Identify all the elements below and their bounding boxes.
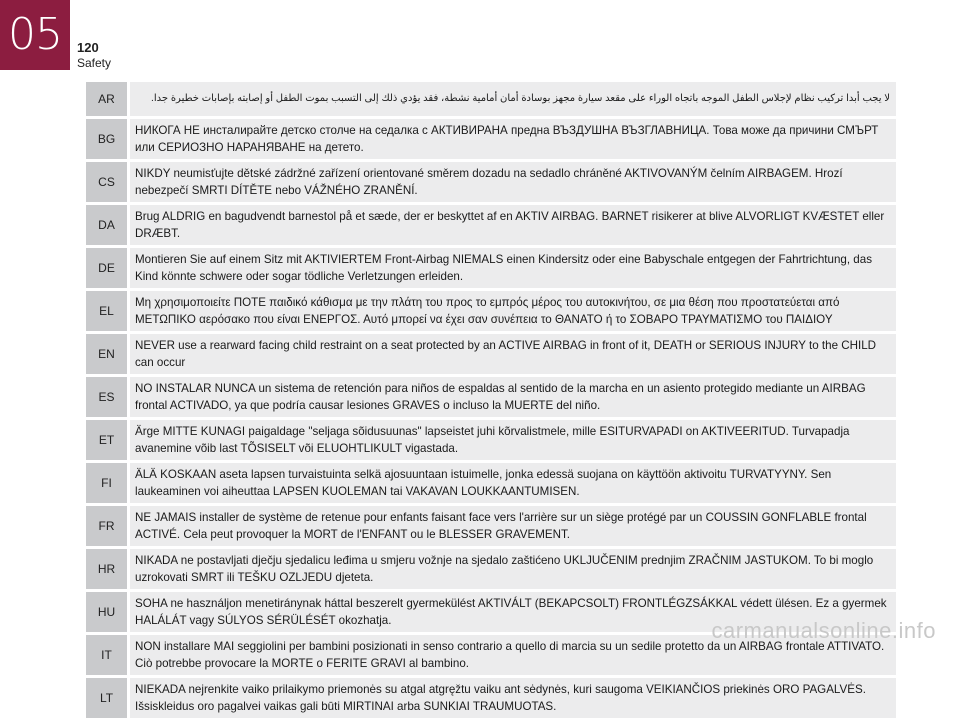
language-code: BG <box>86 119 127 159</box>
language-code: AR <box>86 82 127 116</box>
language-code: HU <box>86 592 127 632</box>
language-code: FR <box>86 506 127 546</box>
language-code: DA <box>86 205 127 245</box>
table-row-es <box>86 377 896 417</box>
table-row-fi <box>86 463 896 503</box>
table-row-de <box>86 248 896 288</box>
language-code: ET <box>86 420 127 460</box>
language-code: HR <box>86 549 127 589</box>
warning-text: SOHA ne használjon menetiránynak háttal beszerelt gyermekülést AKTIVÁLT (BEKAPCSOLT) FRONTLÉGZSÁKKAL védett ülésen. Ez a gyermek HALÁLÁT vagy SÚLYOS SÉRÜLÉSÉT okozhatja. <box>130 592 896 632</box>
language-code: LT <box>86 678 127 718</box>
warning-text: ÄLÄ KOSKAAN aseta lapsen turvaistuinta selkä ajosuuntaan istuimelle, jonka edessä suojana on käyttöön aktivoitu TURVATYYNY. Sen laukeaminen voi aiheuttaa LAPSEN KUOLEMAN tai VAKAVAN LOUKKAANTUMISEN. <box>130 463 896 503</box>
warning-text: Brug ALDRIG en bagudvendt barnestol på et sæde, der er beskyttet af en AKTIV AIRBAG. BARNET risikerer at blive ALVORLIGT KVÆSTET eller DRÆBT. <box>130 205 896 245</box>
warning-text: НИКОГА НЕ инсталирайте детско столче на седалка с АКТИВИРАНА предна ВЪЗДУШНА ВЪЗГЛАВНИЦА. Това може да причини СМЪРТ или СЕРИОЗНО НАРАНЯВАНЕ на детето. <box>130 119 896 159</box>
warning-text: لا يجب أبدا تركيب نظام لإجلاس الطفل الموجه باتجاه الوراء على مقعد سيارة مجهز بوسادة أمان أمامية نشطة، فقد يؤدي ذلك إلى التسبب بموت الطفل أو إصابته بإصابات خطيرة جدا. <box>130 82 896 116</box>
language-code: FI <box>86 463 127 503</box>
language-code: EL <box>86 291 127 331</box>
warning-text: NIKDY neumisťujte dětské zádržné zařízení orientované směrem dozadu na sedadlo chráněné AKTIVOVANÝM čelním AIRBAGEM. Hrozí nebezpečí SMRTI DÍTĚTE nebo VÁŽNÉHO ZRANĚNÍ. <box>130 162 896 202</box>
table-row-en <box>86 334 896 374</box>
language-code: IT <box>86 635 127 675</box>
warning-text: Montieren Sie auf einem Sitz mit AKTIVIERTEM Front-Airbag NIEMALS einen Kindersitz oder eine Babyschale entgegen der Fahrtrichtung, das Kind könnte schwere oder sogar tödliche Verletzungen erleiden. <box>130 248 896 288</box>
table-row-hr <box>86 549 896 589</box>
table-row-lt <box>86 678 896 718</box>
language-code: CS <box>86 162 127 202</box>
warning-text: NO INSTALAR NUNCA un sistema de retención para niños de espaldas al sentido de la marcha en un asiento protegido mediante un AIRBAG frontal ACTIVADO, ya que podría causar lesiones GRAVES o incluso la MUERTE del niño. <box>130 377 896 417</box>
chapter-number-tab: 05 <box>0 0 70 70</box>
language-code: EN <box>86 334 127 374</box>
warning-text: Ärge MITTE KUNAGI paigaldage "seljaga sõidusuunas" lapseistet juhi kõrvalistmele, mille ESITURVAPADI on AKTIVEERITUD. Turvapadja avanemine võib last TÕSISELT või ELUOHTLIKULT vigastada. <box>130 420 896 460</box>
language-code: DE <box>86 248 127 288</box>
warning-text: NE JAMAIS installer de système de retenue pour enfants faisant face vers l'arrière sur un siège protégé par un COUSSIN GONFLABLE frontal ACTIVÉ. Cela peut provoquer la MORT de l'ENFANT ou le BLESSER GRAVEMENT. <box>130 506 896 546</box>
warning-text: NON installare MAI seggiolini per bambini posizionati in senso contrario a quello di marcia su un sedile protetto da un AIRBAG frontale ATTIVATO. Ciò potrebbe provocare la MORTE o FERITE GRAVI al bambino. <box>130 635 896 675</box>
table-row-bg <box>86 119 896 159</box>
warning-text: NIKADA ne postavljati dječju sjedalicu leđima u smjeru vožnje na sjedalo zaštićeno UKLJUČENIM prednjim ZRAČNIM JASTUKOM. To bi moglo uzrokovati SMRT ili TEŠKU OZLJEDU djeteta. <box>130 549 896 589</box>
language-code: ES <box>86 377 127 417</box>
table-row-da <box>86 205 896 245</box>
table-row-et <box>86 420 896 460</box>
section-title: Safety <box>77 56 112 70</box>
page-number: 120 <box>77 40 99 55</box>
table-row-ar <box>86 82 896 116</box>
warning-text: NEVER use a rearward facing child restraint on a seat protected by an ACTIVE AIRBAG in front of it, DEATH or SERIOUS INJURY to the CHILD can occur <box>130 334 896 374</box>
table-row-cs <box>86 162 896 202</box>
table-row-el <box>86 291 896 331</box>
watermark-text: carmanualsonline.info <box>711 618 936 643</box>
warning-text: Μη χρησιμοποιείτε ΠΟΤΕ παιδικό κάθισμα με την πλάτη του προς το εμπρός μέρος του αυτοκινήτου, σε μια θέση που προστατεύεται από ΜΕΤΩΠΙΚΟ αερόσακο που είναι ΕΝΕΡΓΟΣ. Αυτό μπορεί να έχει σαν συνέπεια το ΘΑΝΑΤΟ ή το ΣΟΒΑΡΟ ΤΡΑΥΜΑΤΙΣΜΟ του ΠΑΙΔΙΟΥ <box>130 291 896 331</box>
table-row-fr <box>86 506 896 546</box>
warning-text: NIEKADA nejrenkite vaiko prilaikymo priemonės su atgal atgręžtu vaiku ant sėdynės, kuri saugoma VEIKIANČIOS priekinės ORO PAGALVĖS. Išsiskleidus oro pagalvei vaikas gali būti MIRTINAI arba SUNKIAI TRAUMUOTAS. <box>130 678 896 718</box>
